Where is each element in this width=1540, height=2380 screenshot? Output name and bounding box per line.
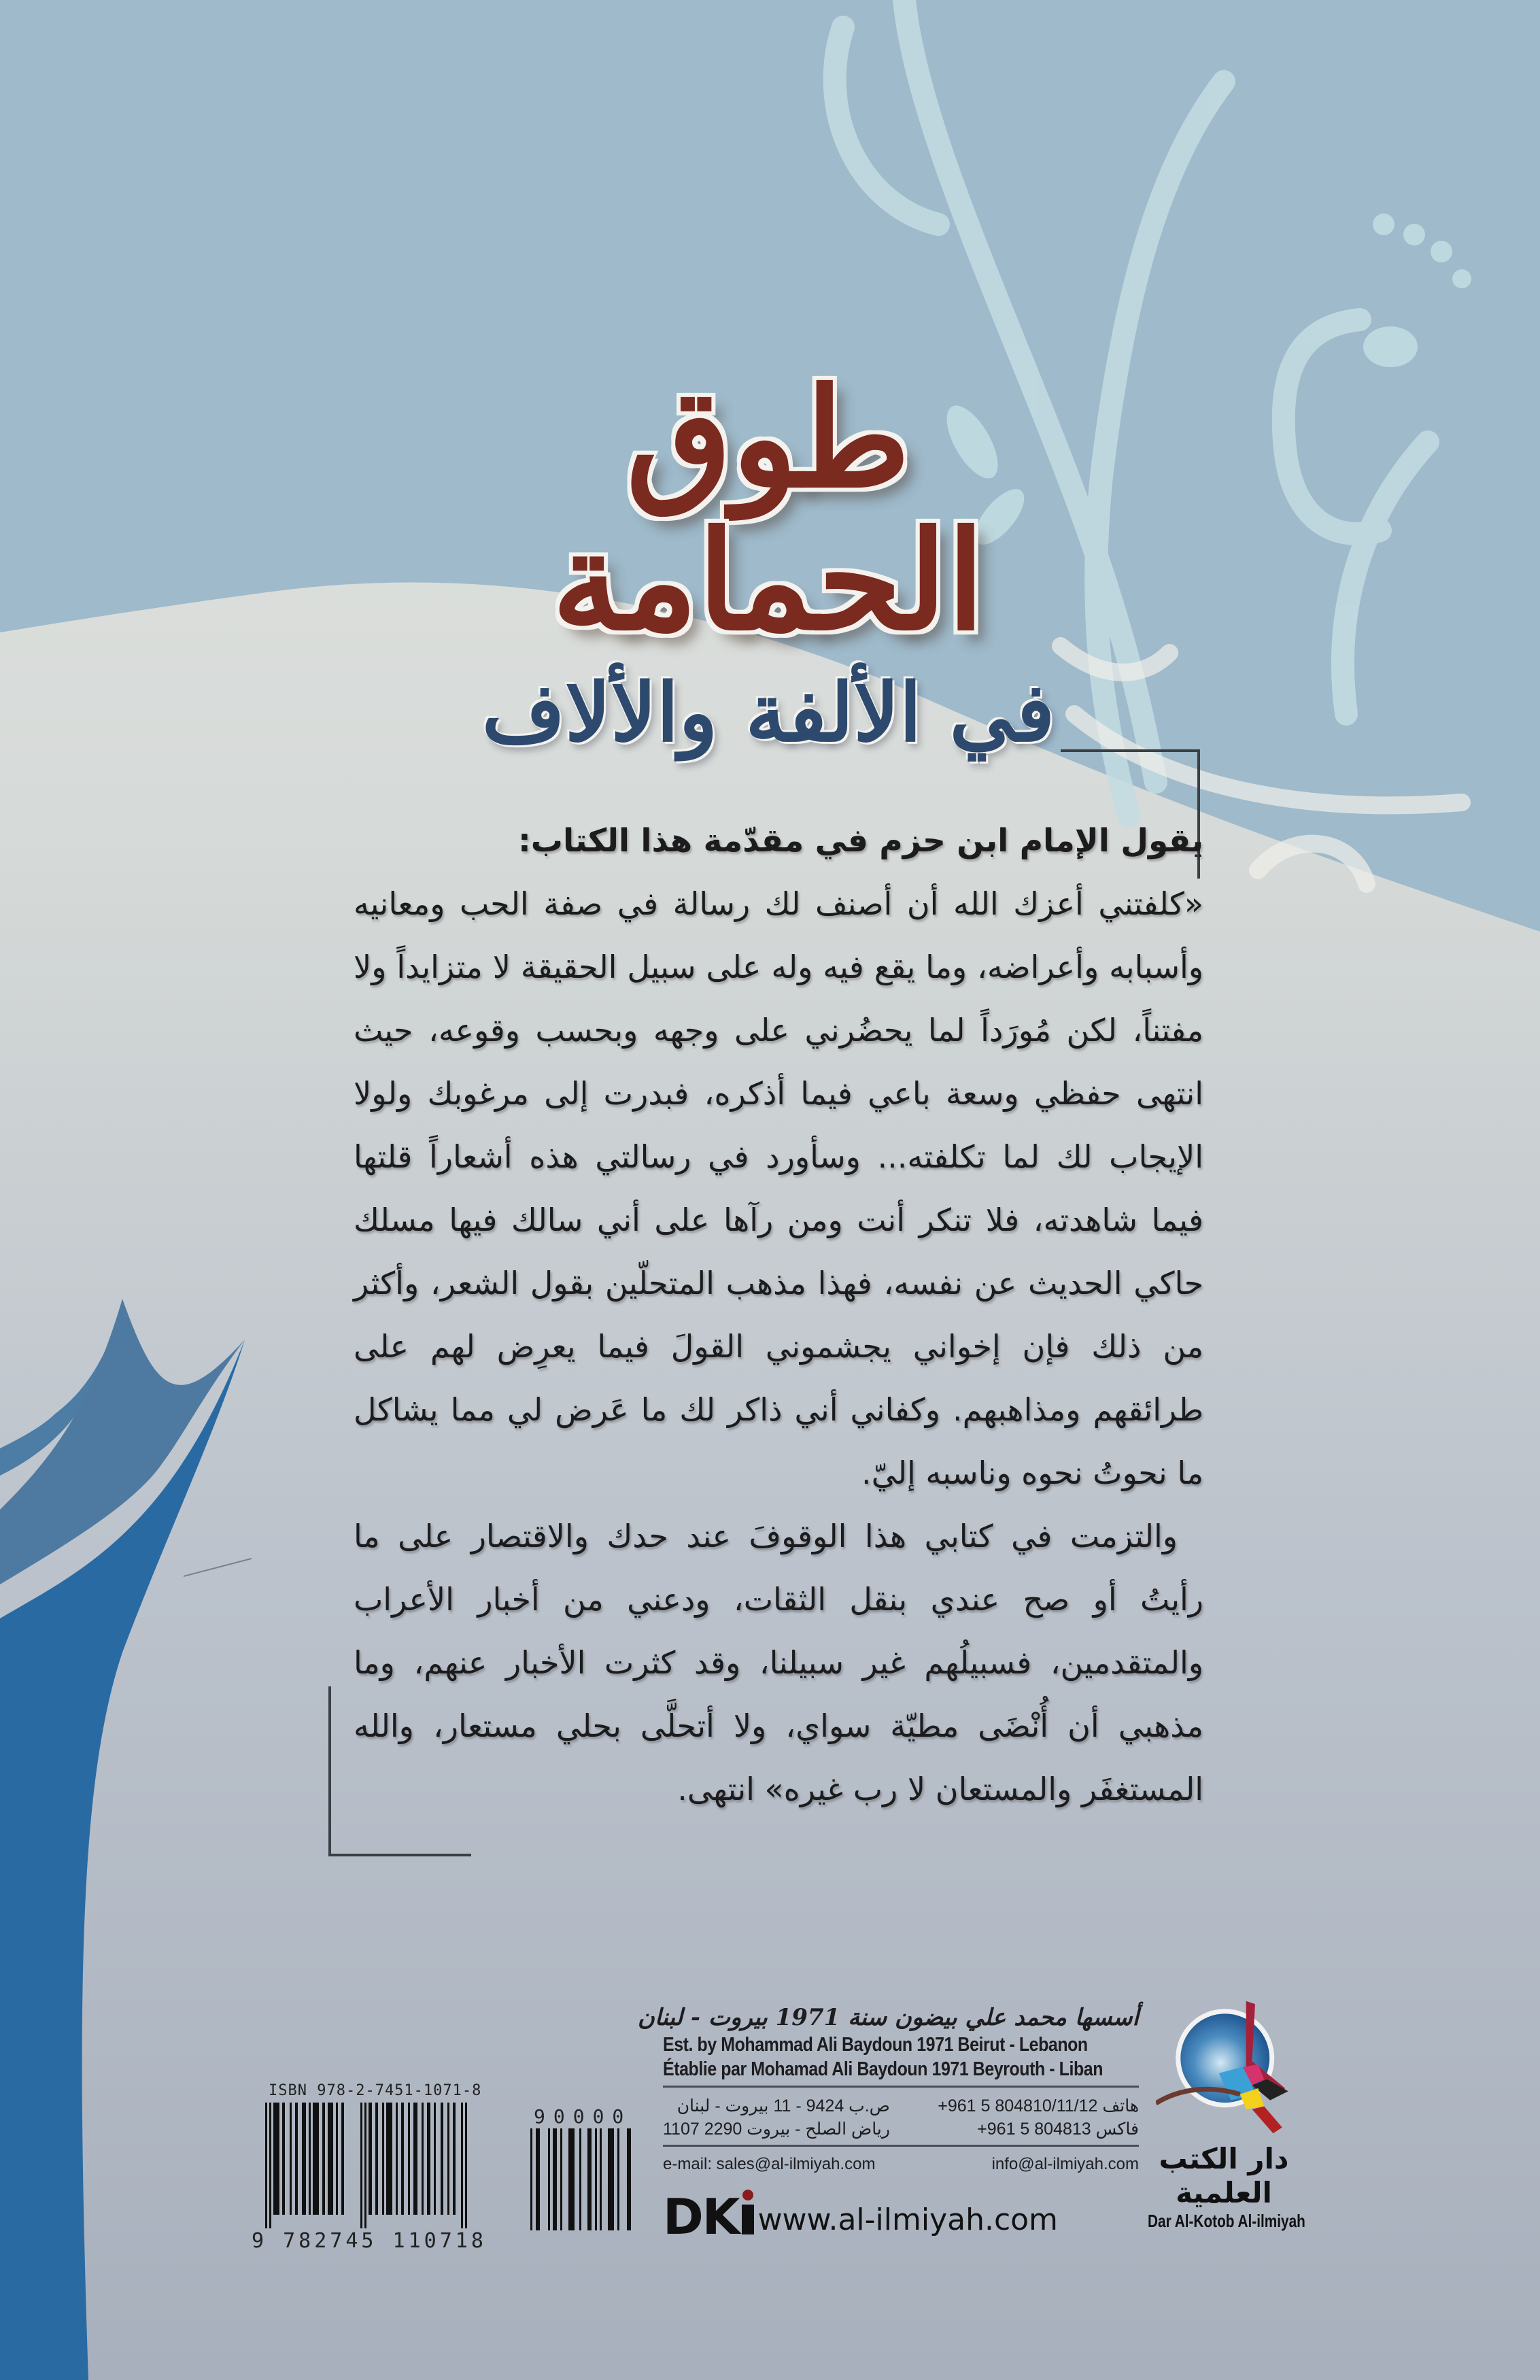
founder-arabic: أسسها محمد علي بيضون سنة 1971 بيروت - لبنان [637,2004,1139,2031]
founder-english: Est. by Mohammad Ali Baydoun 1971 Beirut - Lebanon [663,2034,1088,2056]
scratch-mark [184,1557,252,1578]
email-row [663,2154,1139,2175]
phone-column [938,2094,1139,2141]
street-address: رياض الصلح - بيروت 2290 1107 [663,2120,890,2139]
fax-row [938,2118,1139,2141]
founder-french: Établie par Mohamad Ali Baydoun 1971 Beyrouth - Liban [663,2058,1103,2080]
publisher-info [637,2003,1139,2175]
price-addon-digits: 90000 [534,2105,632,2128]
blurb-paragraph-1: «كلفتني أعزك الله أن أصنف لك رسالة في صفة الحب ومعانيه وأسبابه وأعراضه، وما يقع فيه وله على سبيل الحقيقة لا متزايداً ولا مفتناً، لكن مُورَداً لما يحضُرني على وجهه وبحسب وقوعه، حيث انتهى حفظي وسعة باعي فيما أذكره، فبدرت إلى مرغوبك ولولا الإيجاب لك لما تكلفته... وسأورد في رسالتي هذه أشعاراً قلتها فيما شاهدته، فلا تنكر أنت ومن رآها على أني سالك فيها مسلك حاكي الحديث عن نفسه، فهذا مذهب المتحلّين بقول الشعر، وأكثر من ذلك فإن إخواني يجشموني القولَ فيما يعرِض لهم على طرائقهم ومذاهبهم. وكفاني أني ذاكر لك ما عَرض لي مما يشاكل ما نحوتُ نحوه وناسبه إليّ. [354,885,1203,1491]
phone-label: هاتف [1102,2096,1139,2115]
info-email[interactable]: info@al-ilmiyah.com [991,2155,1139,2173]
divider [663,2145,1139,2147]
book-title: طوق الحمامة [551,358,985,661]
website-link[interactable]: www.al-ilmiyah.com [757,2203,1058,2237]
barcode-bars [265,2103,483,2228]
sales-email[interactable]: e-mail: sales@al-ilmiyah.com [663,2155,876,2173]
title-block [435,358,1101,760]
fax-label: فاكس [1095,2120,1139,2139]
publisher-name [1129,2142,1319,2232]
isbn-label: ISBN 978-2-7451-1071-8 [269,2082,482,2099]
contact-details [663,2094,1139,2141]
dki-website-row [663,2188,1058,2245]
blurb-text [354,809,1203,1821]
publisher-name-arabic: دار الكتب العلمية [1159,2142,1289,2209]
phone-row [938,2094,1139,2118]
phone-number: +961 5 804810/11/12 [938,2096,1098,2115]
book-subtitle: في الألفة والألاف [481,665,1055,760]
divider [663,2086,1139,2088]
dki-logo [663,2188,754,2245]
price-addon-bars [530,2128,639,2230]
dki-letters: DK [663,2188,739,2245]
blurb-lead: يقول الإمام ابن حزم في مقدّمة هذا الكتاب: [518,822,1203,860]
ean-digits: 9 782745 110718 [252,2229,487,2253]
publisher-globe-logo-icon [1156,1989,1312,2145]
fax-number: +961 5 804813 [977,2120,1091,2139]
address-column [663,2094,890,2141]
blurb-paragraph-2: والتزمت في كتابي هذا الوقوفَ عند حدك والاقتصار على ما رأيتُ أو صح عندي بنقل الثقات، ودعني من أخبار الأعراب والمتقدمين، فسبيلُهم غير سبيلنا، وقد كثرت الأخبار عنهم، وما مذهبي أن أُنْضَى مطيّة سواي، ولا أتحلَّى بحلي مستعار، والله المستغفَر والمستعان لا رب غيره» انتهى. [354,1518,1203,1807]
po-box: ص.ب 9424 - 11 بيروت - لبنان [677,2096,890,2115]
publisher-name-english: Dar Al-Kotob Al-ilmiyah [1148,2211,1305,2231]
isbn-barcode [252,2082,643,2253]
dki-i-dot-icon [742,2205,754,2234]
